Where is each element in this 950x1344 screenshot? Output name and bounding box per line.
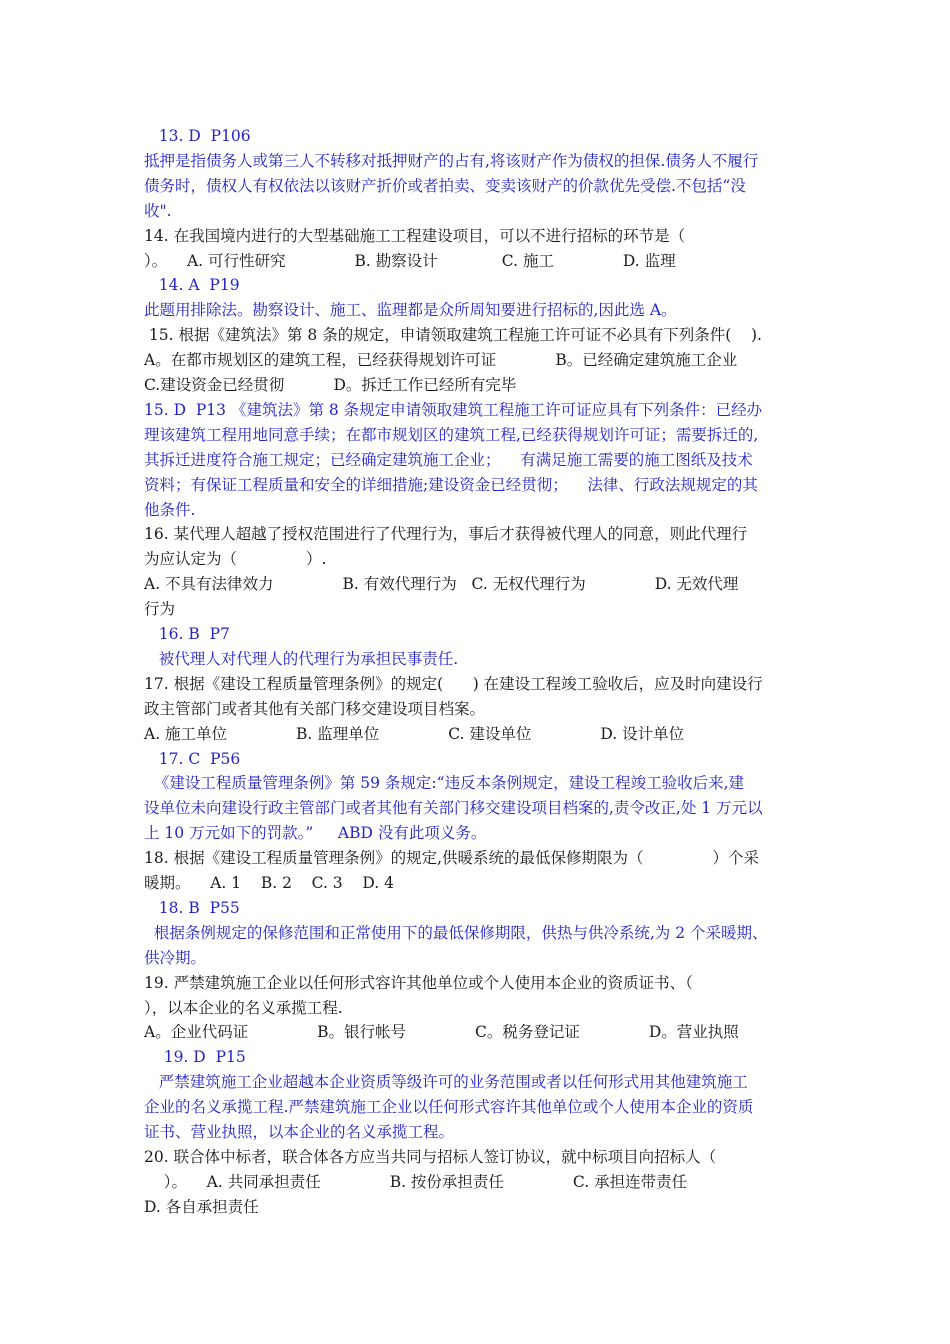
answer-explanation-line: 证书、营业执照，以本企业的名义承揽工程。: [144, 1123, 455, 1141]
answer-explanation-line: 17. C P56: [144, 749, 241, 768]
answer-explanation-line: 理该建筑工程用地同意手续；在都市规划区的建筑工程,已经获得规划许可证；需要拆迁的,: [144, 425, 759, 444]
answer-explanation-line: 19. D P15: [144, 1048, 246, 1067]
answer-explanation-line: 收".: [144, 201, 172, 220]
answer-explanation-line: 供冷期。: [144, 948, 207, 967]
question-text-line: 行为: [144, 600, 176, 619]
answer-explanation-line: 资料；有保证工程质量和安全的详细措施;建设资金已经贯彻； 法律、行政法规规定的其: [144, 475, 758, 494]
question-text-line: A. 不具有法律效力 B. 有效代理行为 C. 无权代理行为 D. 无效代理: [144, 575, 739, 594]
answer-explanation-line: 设单位未向建设行政主管部门或者其他有关部门移交建设项目档案的,责令改正,处 1 万元以: [144, 799, 763, 818]
answer-explanation-line: 《建设工程质量管理条例》第 59 条规定:“违反本条例规定，建设工程竣工验收后来,建: [144, 774, 745, 793]
question-text-line: ）。 A. 可行性研究 B. 勘察设计 C. 施工 D. 监理: [144, 251, 676, 270]
answer-explanation-line: 上 10 万元如下的罚款。” ABD 没有此项义务。: [144, 824, 487, 843]
answer-explanation-line: 抵押是指债务人或第三人不转移对抵押财产的占有,将该财产作为债权的担保.债务人不履行: [144, 151, 759, 170]
answer-explanation-line: 严禁建筑施工企业超越本企业资质等级许可的业务范围或者以任何形式用其他建筑施工: [144, 1073, 748, 1092]
question-text-line: ）。 A. 共同承担责任 B. 按份承担责任 C. 承担连带责任: [144, 1172, 688, 1191]
question-text-line: 17. 根据《建设工程质量管理条例》的规定( ) 在建设工程竣工验收后，应及时向建设行: [144, 674, 763, 693]
question-text-line: 政主管部门或者其他有关部门移交建设项目档案。: [144, 699, 486, 718]
question-text-line: C.建设资金已经贯彻 D。拆迁工作已经所有完毕: [144, 376, 517, 394]
question-text-line: 14. 在我国境内进行的大型基础施工工程建设项目，可以不进行招标的环节是（: [144, 226, 686, 245]
answer-explanation-line: 企业的名义承揽工程.严禁建筑施工企业以任何形式容许其他单位或个人使用本企业的资质: [144, 1098, 754, 1117]
question-text-line: ），以本企业的名义承揽工程.: [144, 998, 343, 1017]
answer-explanation-line: 其拆迁进度符合施工规定；已经确定建筑施工企业； 有满足施工需要的施工图纸及技术: [144, 450, 753, 469]
answer-explanation-line: 此题用排除法。勘察设计、施工、监理都是众所周知要进行招标的,因此选 A。: [144, 301, 677, 320]
answer-explanation-line: 13. D P106: [144, 127, 251, 145]
answer-explanation-line: 14. A P19: [144, 276, 240, 295]
answer-explanation-line: 根据条例规定的保修范围和正常使用下的最低保修期限，供热与供冷系统,为 2 个采暖期、: [144, 923, 768, 942]
answer-explanation-line: 16. B P7: [144, 625, 230, 643]
answer-explanation-line: 债务时，债权人有权依法以该财产折价或者拍卖、变卖该财产的价款优先受偿.不包括“没: [144, 176, 746, 195]
question-text-line: A。企业代码证 B。银行帐号 C。税务登记证 D。营业执照: [144, 1023, 739, 1042]
question-text-line: 18. 根据《建设工程质量管理条例》的规定,供暖系统的最低保修期限为（ ）个采: [144, 849, 759, 868]
question-text-line: 暖期。 A. 1 B. 2 C. 3 D. 4: [144, 874, 394, 892]
question-text-line: 为应认定为（ ）.: [144, 550, 327, 569]
answer-explanation-line: 他条件.: [144, 500, 196, 519]
question-text-line: D. 各自承担责任: [144, 1197, 259, 1216]
question-text-line: 16. 某代理人超越了授权范围进行了代理行为，事后才获得被代理人的同意，则此代理行: [144, 525, 748, 544]
answer-explanation-line: 被代理人对代理人的代理行为承担民事责任.: [144, 649, 459, 668]
question-text-line: 20. 联合体中标者，联合体各方应当共同与招标人签订协议，就中标项目向招标人（: [144, 1147, 717, 1166]
question-text-line: 15. 根据《建筑法》第 8 条的规定，申请领取建筑工程施工许可证不必具有下列条件( ).: [144, 326, 762, 345]
answer-explanation-line: 15. D P13 《建筑法》第 8 条规定申请领取建筑工程施工许可证应具有下列条件：已经办: [144, 400, 763, 419]
question-text-line: 19. 严禁建筑施工企业以任何形式容许其他单位或个人使用本企业的资质证书、（: [144, 973, 693, 992]
question-text-line: A。在都市规划区的建筑工程，已经获得规划许可证 B。已经确定建筑施工企业: [144, 351, 738, 370]
question-text-line: A. 施工单位 B. 监理单位 C. 建设单位 D. 设计单位: [144, 724, 685, 743]
answer-explanation-line: 18. B P55: [144, 898, 240, 917]
